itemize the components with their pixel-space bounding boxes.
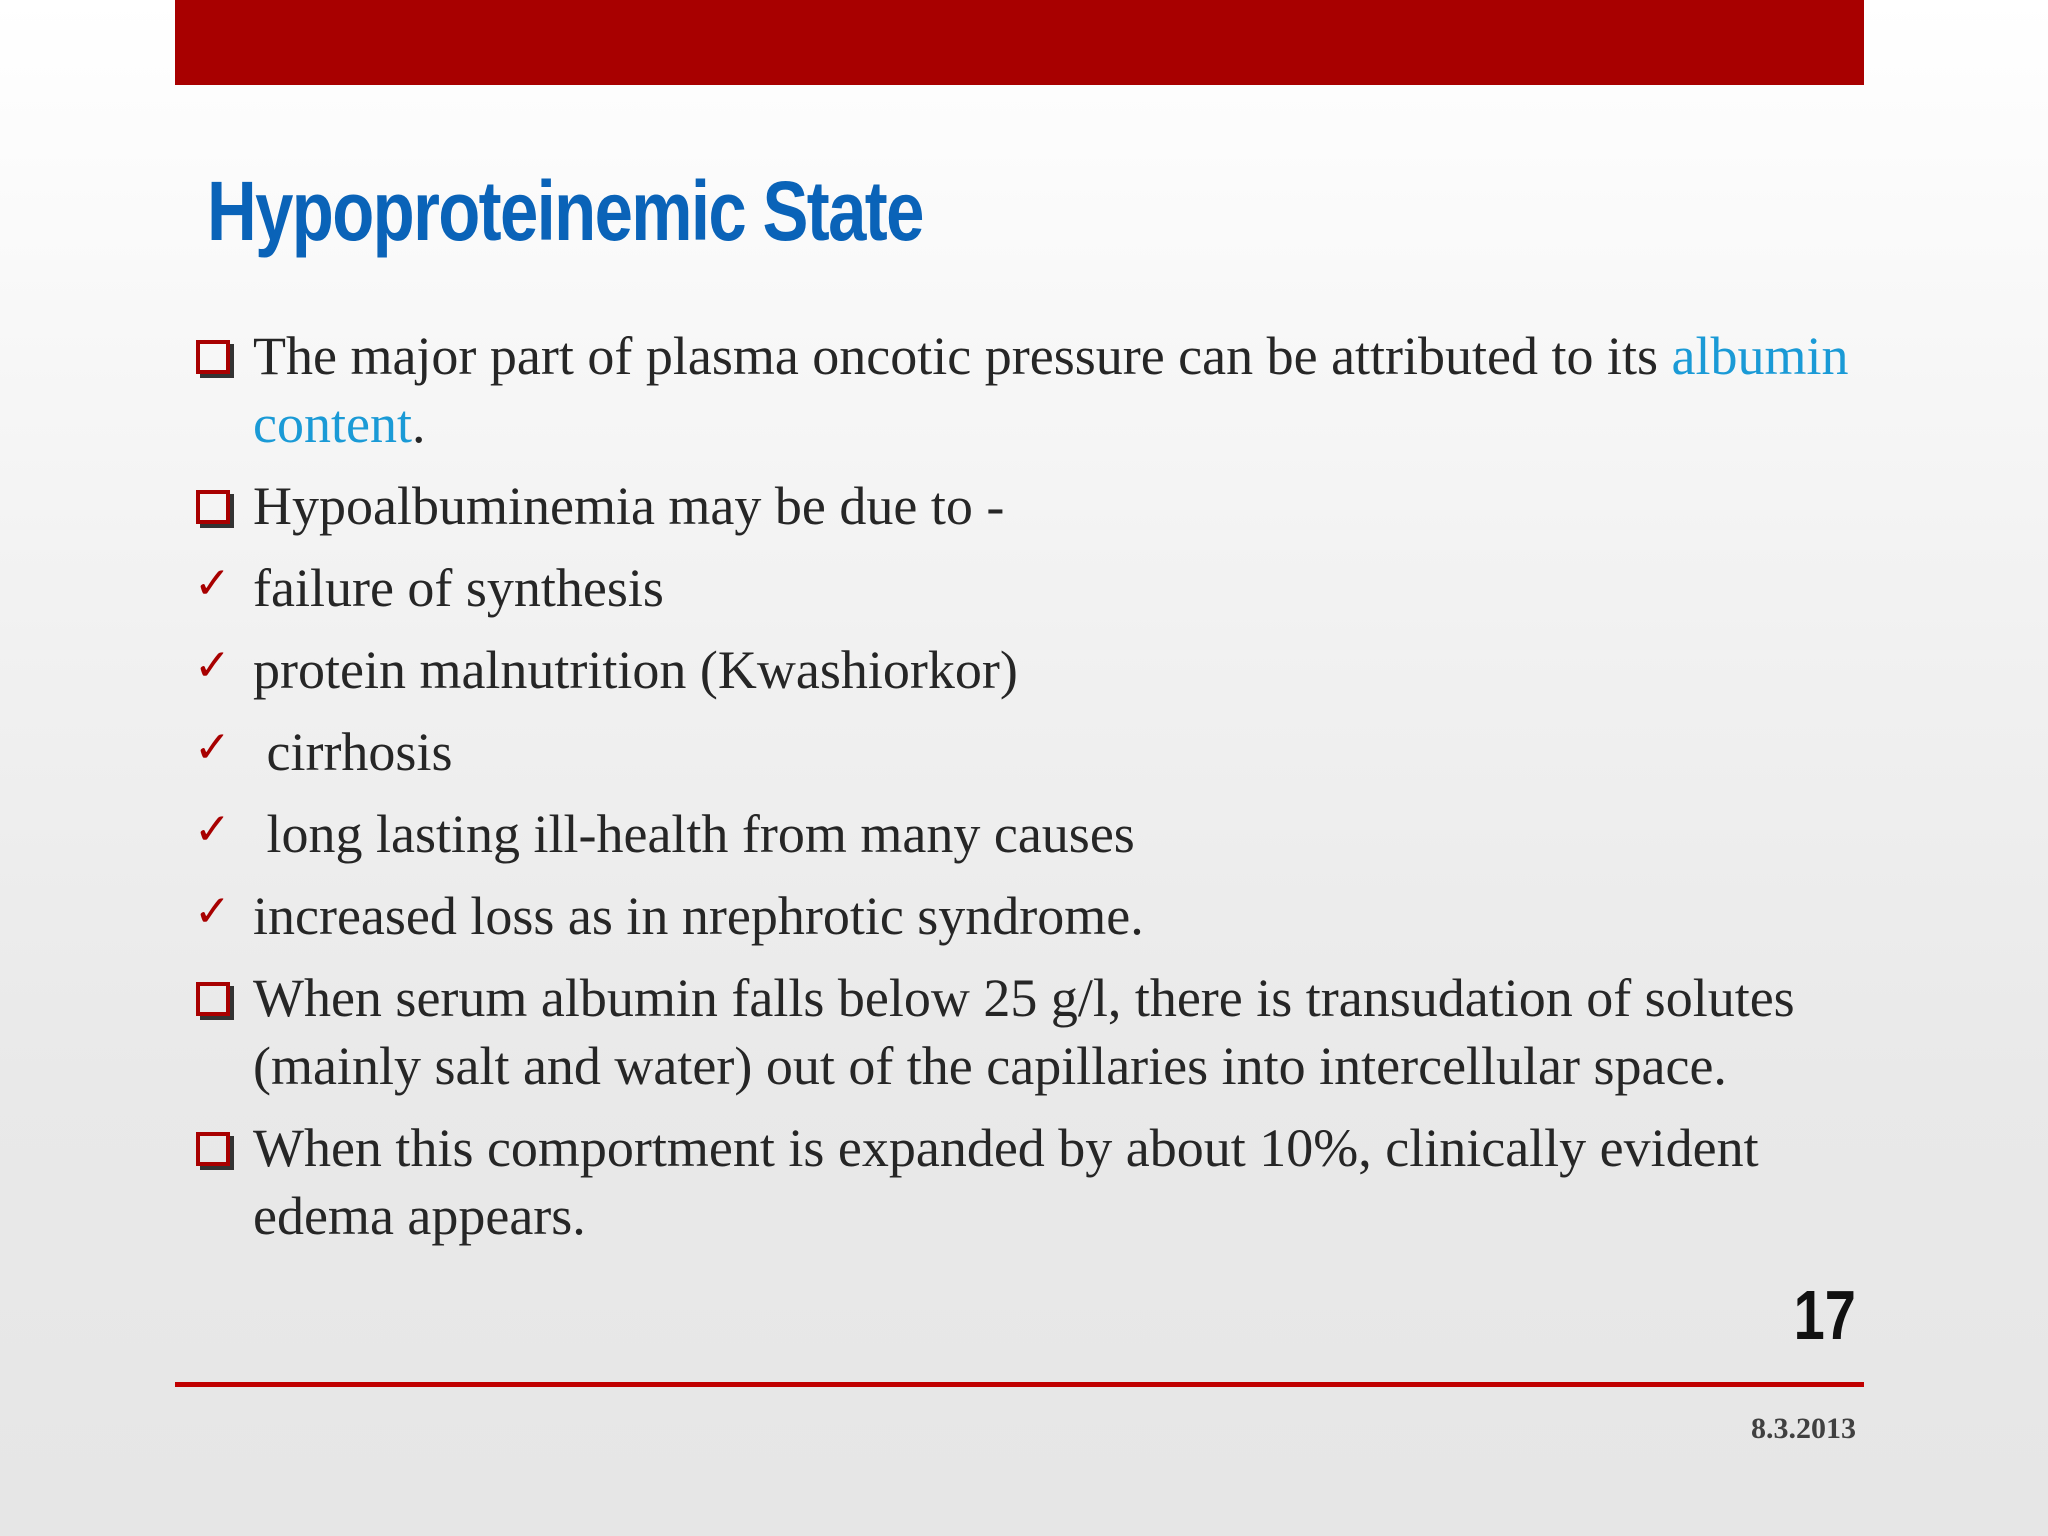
bullet-item [192,1114,1852,1250]
check-icon: ✓ [194,886,231,937]
page-number: 17 [1793,1276,1856,1354]
bullet-item [192,882,1852,950]
highlighted-text: albumin content [253,326,1849,454]
square-bullet-icon [196,982,230,1016]
check-icon: ✓ [194,558,231,609]
bullet-text: failure of synthesis [253,558,664,618]
bullet-item [192,322,1852,458]
square-bullet-icon [196,490,230,524]
check-icon: ✓ [194,722,231,773]
bullet-item [192,554,1852,622]
bottom-divider [175,1382,1864,1387]
bullet-text: increased loss as in nrephrotic syndrome. [253,886,1144,946]
bullet-item [192,636,1852,704]
bullet-item [192,718,1852,786]
bullet-text: The major part of plasma oncotic pressure can be attributed to its [253,326,1672,386]
square-bullet-icon [196,340,230,374]
check-icon: ✓ [194,804,231,855]
bullet-text: When serum albumin falls below 25 g/l, there is transudation of solutes (mainly salt and water) out of the capillaries into intercellular space. [253,968,1795,1096]
check-icon: ✓ [194,640,231,691]
bullet-text: protein malnutrition (Kwashiorkor) [253,640,1018,700]
top-accent-bar [175,0,1864,85]
slide-date: 8.3.2013 [1751,1412,1856,1445]
bullet-text: cirrhosis [253,722,453,782]
square-bullet-icon [196,1132,230,1166]
bullet-item [192,964,1852,1100]
bullet-list [192,322,1852,1264]
bullet-text-end: . [411,394,426,454]
slide-title: Hypoproteinemic State [207,164,923,258]
bullet-text: long lasting ill-health from many causes [253,804,1135,864]
bullet-text: When this comportment is expanded by about 10%, clinically evident edema appears. [253,1118,1759,1246]
bullet-item [192,800,1852,868]
bullet-text: Hypoalbuminemia may be due to - [253,476,1005,536]
bullet-item [192,472,1852,540]
